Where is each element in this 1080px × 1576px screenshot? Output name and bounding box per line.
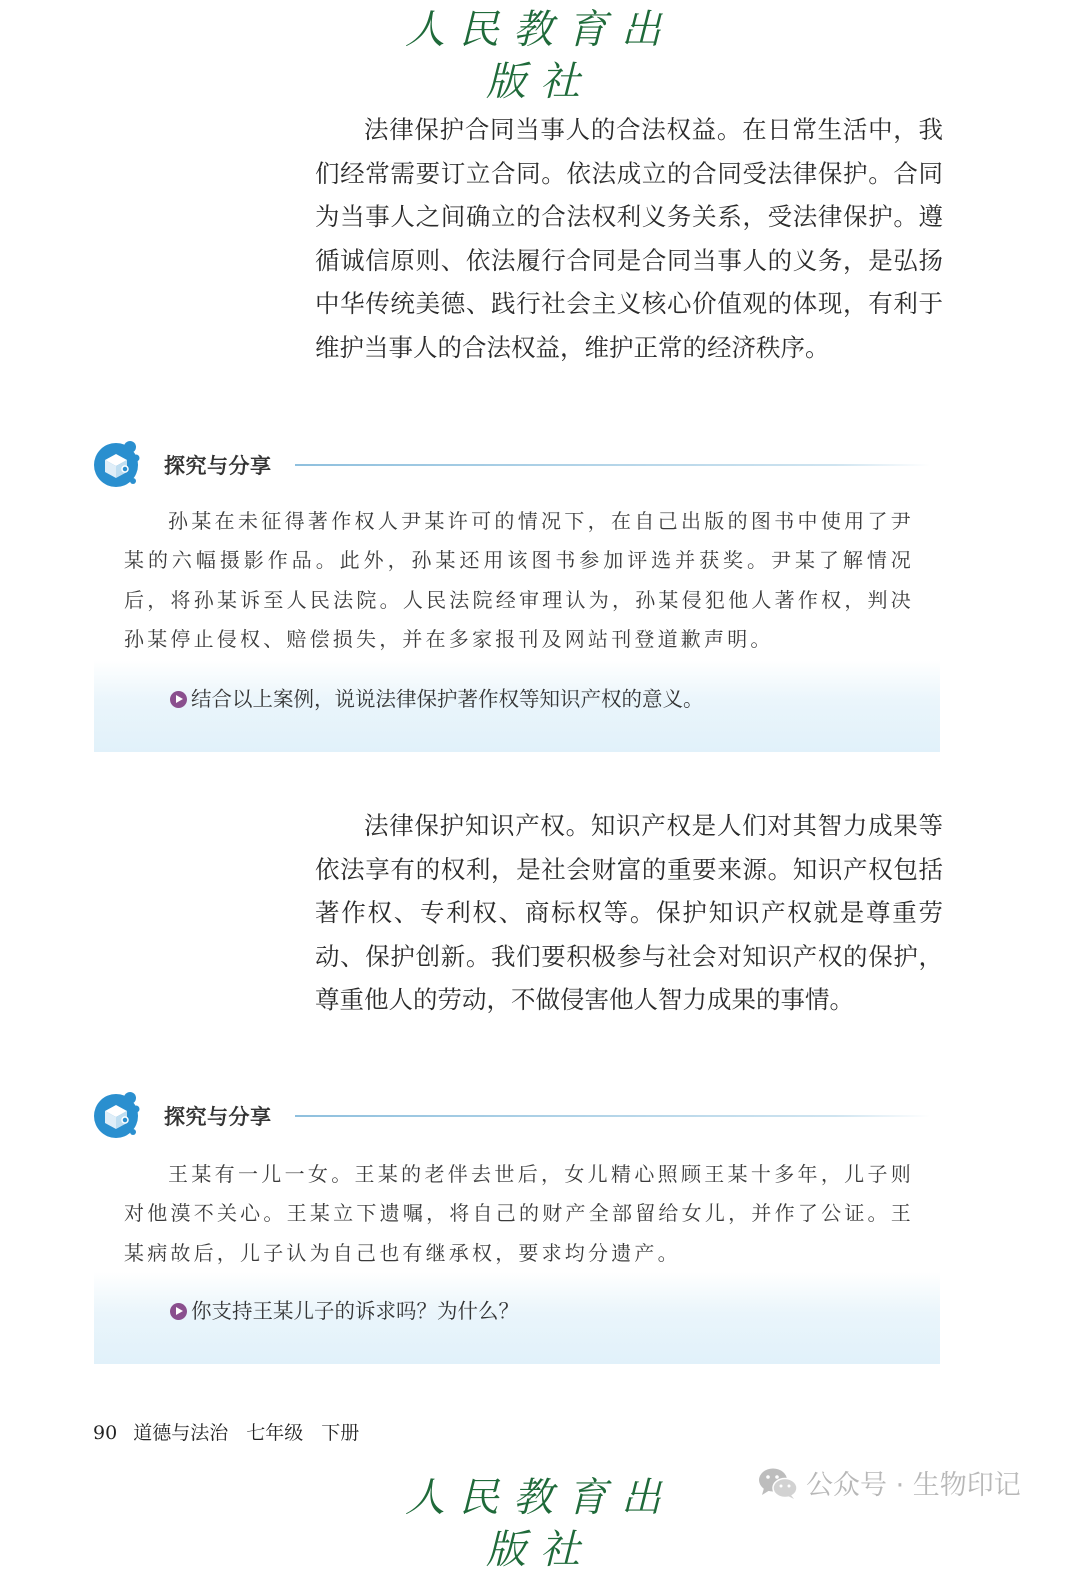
case-text: 孙某在未征得著作权人尹某许可的情况下，在自己出版的图书中使用了尹某的六幅摄影作品。此外，孙某还用该图书参加评选并获奖。尹某了解情况后，将孙某诉至人民法院。人民法院经审理认为，孙某侵犯他人著作权，判决孙某停止侵权、赔偿损失，并在多家报刊及网站刊登道歉声明。 — [124, 509, 914, 651]
explore-title: 探究与分享 — [164, 1105, 272, 1129]
question — [170, 682, 704, 712]
explore-share-header — [92, 438, 940, 490]
divider-line — [295, 464, 930, 466]
question — [170, 1294, 519, 1324]
page-footer — [93, 1418, 377, 1445]
book-subject: 道德与法治 — [133, 1422, 229, 1444]
body-paragraph: 法律保护知识产权。知识产权是人们对其智力成果等依法享有的权利，是社会财富的重要来源。知识产权包括著作权、专利权、商标权等。保护知识产权就是尊重劳动、保护创新。我们要积极参与社会对知识产权的保护，尊重他人的劳动，不做侵害他人智力成果的事情。 — [315, 811, 943, 1015]
watermark-label: 公众号 · 生物印记 — [806, 1470, 1021, 1501]
wechat-icon — [758, 1466, 798, 1500]
publisher-logo-bottom: 人民教育出版社 — [405, 1475, 675, 1573]
play-bullet-icon — [170, 1303, 187, 1320]
page-number: 90 — [93, 1422, 118, 1444]
body-paragraph: 法律保护合同当事人的合法权益。在日常生活中，我们经常需要订立合同。依法成立的合同受法律保护。合同为当事人之间确立的合法权利义务关系，受法律保护。遵循诚信原则、依法履行合同是合同当事人的义务，是弘扬中华传统美德、践行社会主义核心价值观的体现，有利于维护当事人的合法权益，维护正常的经济秩序。 — [315, 115, 943, 362]
explore-share-header — [92, 1089, 940, 1141]
explore-cube-icon — [92, 1089, 142, 1139]
explore-title: 探究与分享 — [164, 454, 272, 478]
question-box — [94, 1272, 940, 1364]
publisher-logo-top: 人民教育出版社 — [405, 7, 675, 105]
divider-line — [295, 1115, 930, 1117]
question-box — [94, 660, 940, 752]
question-text: 结合以上案例，说说法律保护著作权等知识产权的意义。 — [191, 687, 704, 711]
book-volume: 下册 — [321, 1422, 360, 1444]
question-text: 你支持王某儿子的诉求吗？为什么？ — [191, 1299, 519, 1323]
play-bullet-icon — [170, 691, 187, 708]
case-text: 王某有一儿一女。王某的老伴去世后，女儿精心照顾王某十多年，儿子则对他漠不关心。王某立下遗嘱，将自己的财产全部留给女儿，并作了公证。王某病故后，儿子认为自己也有继承权，要求均分遗产。 — [124, 1162, 914, 1265]
wechat-watermark — [758, 1463, 1021, 1502]
explore-cube-icon — [92, 438, 142, 488]
book-grade: 七年级 — [246, 1422, 304, 1444]
